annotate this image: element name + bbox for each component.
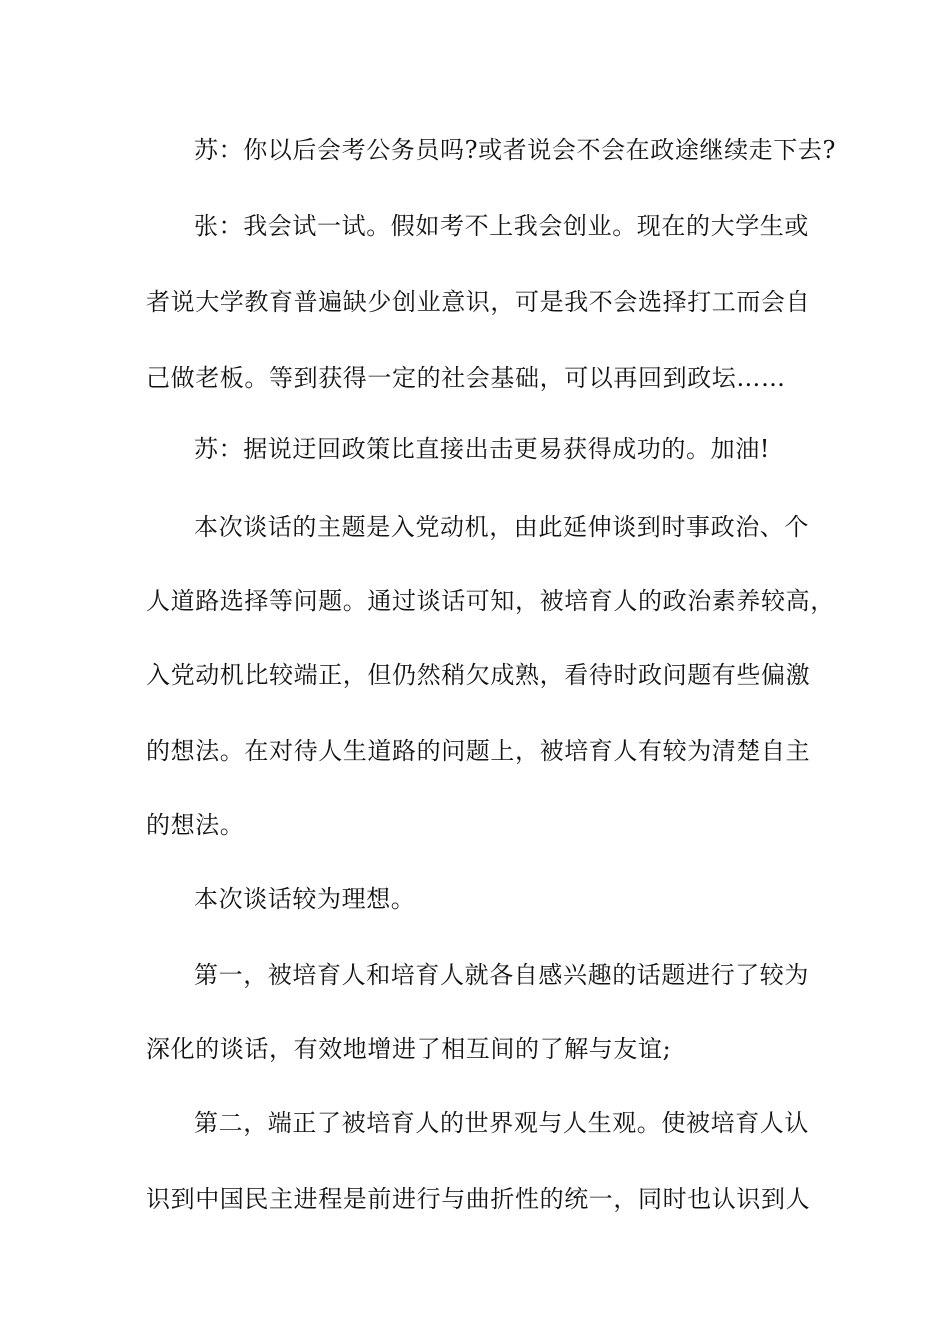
paragraph-line: 苏：你以后会考公务员吗?或者说会不会在政途继续走下去? xyxy=(194,136,836,164)
paragraph-line: 人道路选择等问题。通过谈话可知，被培育人的政治素养较高， xyxy=(146,587,835,615)
paragraph-line: 第一，被培育人和培育人就各自感兴趣的话题进行了较为 xyxy=(194,961,809,989)
paragraph-line: 入党动机比较端正，但仍然稍欠成熟，看待时政问题有些偏激 xyxy=(146,661,811,689)
paragraph-line: 苏：据说迂回政策比直接出击更易获得成功的。加油! xyxy=(194,435,771,463)
paragraph-line: 己做老板。等到获得一定的社会基础，可以再回到政坛…… xyxy=(146,364,786,392)
paragraph-line: 第二，端正了被培育人的世界观与人生观。使被培育人认 xyxy=(194,1109,809,1137)
paragraph-line: 深化的谈话，有效地增进了相互间的了解与友谊; xyxy=(146,1035,672,1063)
paragraph-line: 的想法。 xyxy=(146,811,245,839)
paragraph-line: 张：我会试一试。假如考不上我会创业。现在的大学生或 xyxy=(194,212,809,240)
paragraph-line: 本次谈话的主题是入党动机，由此延伸谈到时事政治、个 xyxy=(194,513,809,541)
paragraph-line: 者说大学教育普遍缺少创业意识，可是我不会选择打工而会自 xyxy=(146,288,811,316)
paragraph-line: 识到中国民主进程是前进行与曲折性的统一，同时也认识到人 xyxy=(146,1185,811,1213)
paragraph-line: 本次谈话较为理想。 xyxy=(194,885,416,913)
paragraph-line: 的想法。在对待人生道路的问题上，被培育人有较为清楚自主 xyxy=(146,737,811,765)
